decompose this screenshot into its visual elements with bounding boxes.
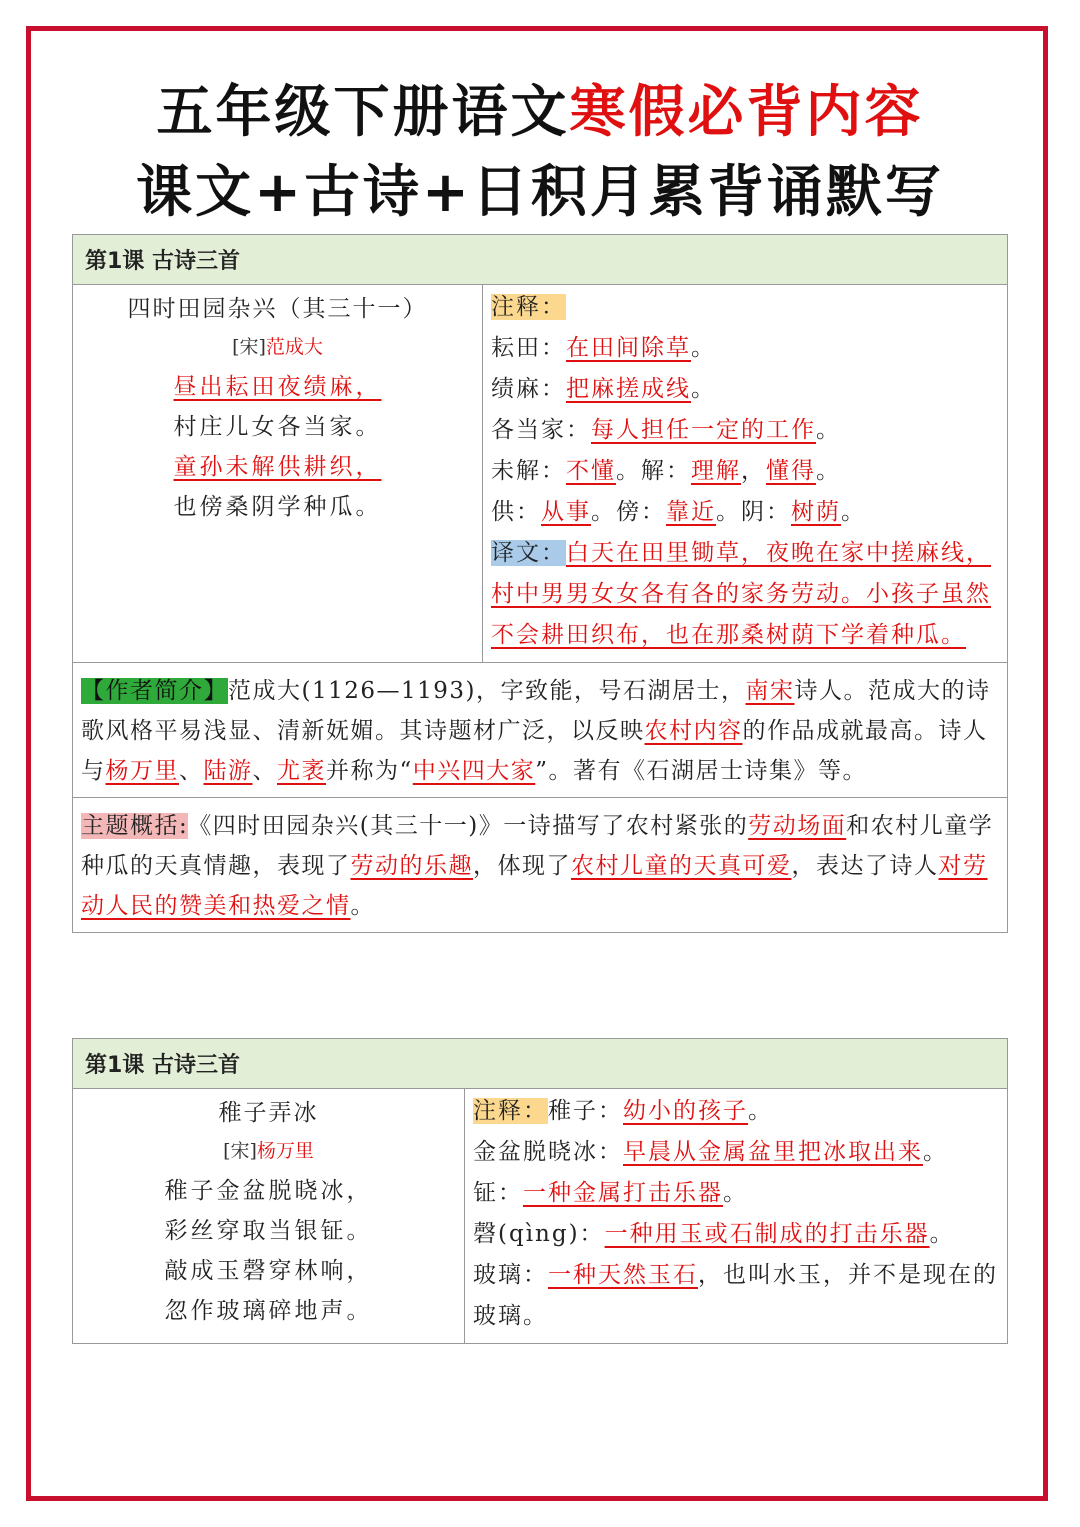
author-intro-label: 【作者简介】 (81, 678, 228, 704)
note-item: 金盆脱晓冰：早晨从金属盆里把冰取出来。 (473, 1139, 948, 1165)
note-item: 玻璃：一种天然玉石，也叫水玉，并不是现在的玻璃。 (473, 1262, 998, 1329)
author-intro: 【作者简介】范成大(1126—1193)，字致能，号石湖居士，南宋诗人。范成大的诗歌风格平易浅显、清新妩媚。其诗题材广泛，以反映农村内容的作品成就最高。诗人与杨万里、陆游、尤袤并称为“中兴四大家”。著有《石湖居士诗集》等。 (73, 663, 1007, 798)
lesson-header: 第1课 古诗三首 (73, 1039, 1007, 1089)
poem-panel (73, 285, 483, 662)
note-item: 耘田：在田间除草。 (491, 335, 716, 361)
poem-author: [宋]杨万里 (223, 1140, 314, 1162)
lesson-header: 第1课 古诗三首 (73, 235, 1007, 285)
lesson-card-1 (72, 234, 1008, 933)
theme-summary: 主题概括:《四时田园杂兴(其三十一)》一诗描写了农村紧张的劳动场面和农村儿童学种瓜的天真情趣，表现了劳动的乐趣，体现了农村儿童的天真可爱，表达了诗人对劳动人民的赞美和热爱之情。 (81, 813, 994, 919)
poem-author: [宋]范成大 (232, 336, 323, 358)
note-item: 各当家：每人担任一定的工作。 (491, 417, 841, 443)
poem-line: 彩丝穿取当银钲。 (164, 1218, 373, 1244)
page-title-line1: 五年级下册语文寒假必背内容 (156, 80, 924, 145)
notes-panel (483, 285, 1007, 662)
note-item: 供：从事。傍：靠近。阴：树荫。 (491, 499, 866, 525)
notes-label: 注释： (491, 294, 566, 320)
note-item: 未解：不懂。解：理解，懂得。 (491, 458, 841, 484)
theme-label: 主题概括: (81, 813, 189, 839)
poem-line: 昼出耘田夜绩麻， (173, 374, 382, 400)
note-item: 注释：稚子：幼小的孩子。 (473, 1098, 773, 1124)
poem-panel (73, 1089, 465, 1343)
poem-line: 村庄儿女各当家。 (173, 414, 382, 440)
notes-panel (465, 1089, 1007, 1343)
poem-title: 四时田园杂兴（其三十一） (127, 296, 428, 322)
page-title-line2: 课文+古诗+日积月累背诵默写 (136, 160, 944, 225)
translation: 译文：白天在田里锄草，夜晚在家中搓麻线，村中男男女女各有各的家务劳动。小孩子虽然不会耕田织布，也在那桑树荫下学着种瓜。 (491, 540, 991, 648)
poem-line: 敲成玉磬穿林响， (164, 1258, 373, 1284)
poem-line: 也傍桑阴学种瓜。 (173, 494, 382, 520)
note-item: 绩麻：把麻搓成线。 (491, 376, 716, 402)
poem-line: 忽作玻璃碎地声。 (164, 1298, 373, 1324)
poem-title: 稚子弄冰 (218, 1100, 319, 1126)
poem-notes-row (73, 1089, 1007, 1343)
translation-label: 译文： (491, 540, 566, 566)
note-item: 磬(qìng)：一种用玉或石制成的打击乐器。 (473, 1221, 955, 1247)
poem-line: 稚子金盆脱晓冰， (164, 1178, 373, 1204)
poem-notes-row (73, 285, 1007, 663)
notes-label: 注释： (473, 1098, 548, 1124)
note-item: 钲：一种金属打击乐器。 (473, 1180, 748, 1206)
lesson-card-2 (72, 1038, 1008, 1344)
poem-line: 童孙未解供耕织， (173, 454, 382, 480)
